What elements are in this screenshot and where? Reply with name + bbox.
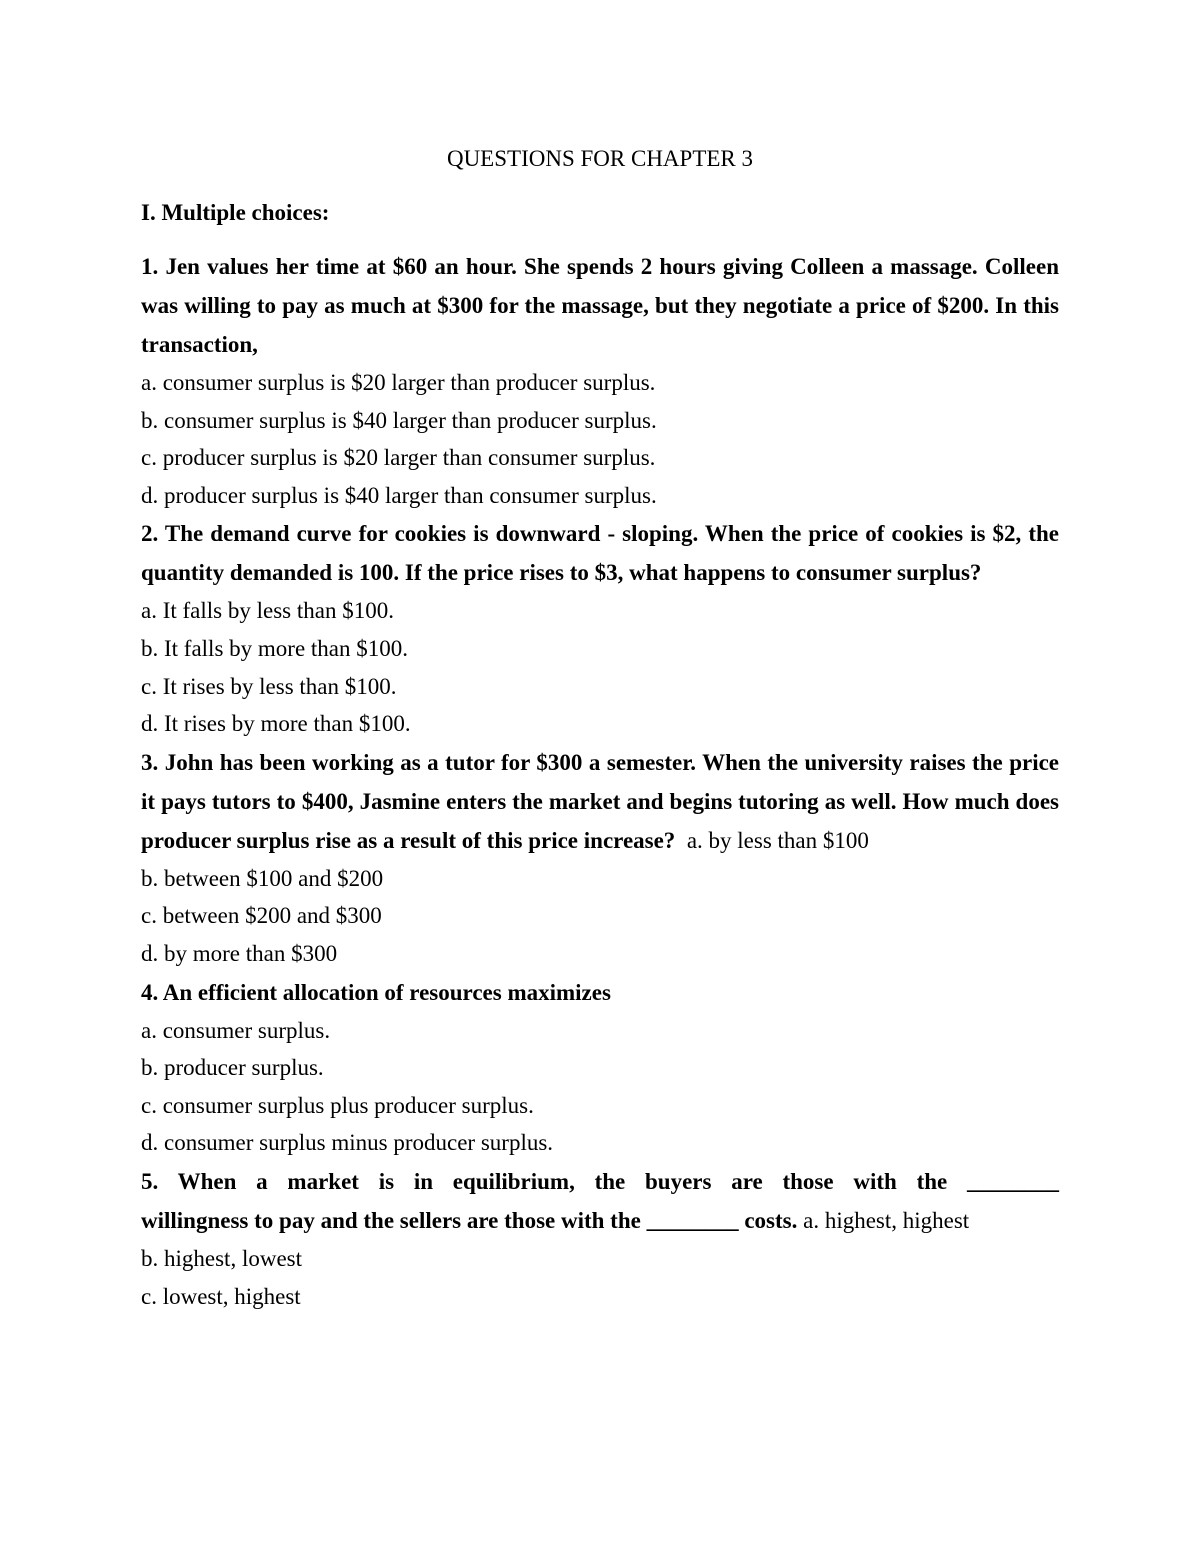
question-4-option-a: a. consumer surplus.	[141, 1017, 331, 1043]
question-3-option-c: c. between $200 and $300	[141, 903, 382, 929]
question-3-option-a: a. by less than $100	[686, 827, 869, 853]
question-1-option-d: d. producer surplus is $40 larger than consumer surplus.	[141, 482, 657, 508]
question-2-option-b: b. It falls by more than $100.	[141, 635, 409, 661]
question-5-option-c: c. lowest, highest	[141, 1283, 301, 1309]
question-5-option-a: a. highest, highest	[803, 1207, 970, 1233]
question-5-block	[141, 1201, 1059, 1240]
question-3-option-d: d. by more than $300	[141, 940, 338, 966]
question-2-option-c: c. It rises by less than $100.	[141, 673, 397, 699]
question-5-stem-line-1: 5. When a market is in equilibrium, the buyers are those with the ________	[141, 1168, 1059, 1194]
question-4-option-b: b. producer surplus.	[141, 1055, 324, 1081]
question-2-option-d: d. It rises by more than $100.	[141, 711, 411, 737]
question-4-option-c: c. consumer surplus plus producer surplus.	[141, 1092, 534, 1118]
question-2-option-a: a. It falls by less than $100.	[141, 598, 394, 624]
page-title: QUESTIONS FOR CHAPTER 3	[446, 146, 754, 171]
question-3-stem: 3. John has been working as a tutor for $300 a semester. When the university raises the price it pays tutors to $400, Jasmine enters the market and begins tutoring as well. How much does producer surplus rise as a result of this price increase?	[141, 749, 1059, 853]
question-1-stem: 1. Jen values her time at $60 an hour. She spends 2 hours giving Colleen a massage. Colleen was willing to pay as much at $300 for the massage, but they negotiate a price of $200. In this transaction,	[141, 254, 1059, 357]
section-heading: I. Multiple choices:	[141, 200, 330, 225]
question-2-stem: 2. The demand curve for cookies is downward - sloping. When the price of cookies is $2, the quantity demanded is 100. If the price rises to $3, what happens to consumer surplus?	[141, 521, 1059, 586]
question-4-stem: 4. An efficient allocation of resources maximizes	[141, 979, 611, 1005]
document-page	[141, 142, 1059, 1315]
question-3-option-b: b. between $100 and $200	[141, 865, 384, 891]
question-5-option-b: b. highest, lowest	[141, 1245, 302, 1271]
question-1-option-a: a. consumer surplus is $20 larger than producer surplus.	[141, 370, 656, 395]
question-4-option-d: d. consumer surplus minus producer surplus.	[141, 1130, 554, 1156]
question-3-block	[141, 743, 1059, 860]
question-1-option-b: b. consumer surplus is $40 larger than producer surplus.	[141, 407, 657, 433]
question-5-stem-line-2: willingness to pay and the sellers are those with the ________ costs.	[141, 1207, 798, 1233]
question-1-option-c: c. producer surplus is $20 larger than consumer surplus.	[141, 445, 656, 471]
